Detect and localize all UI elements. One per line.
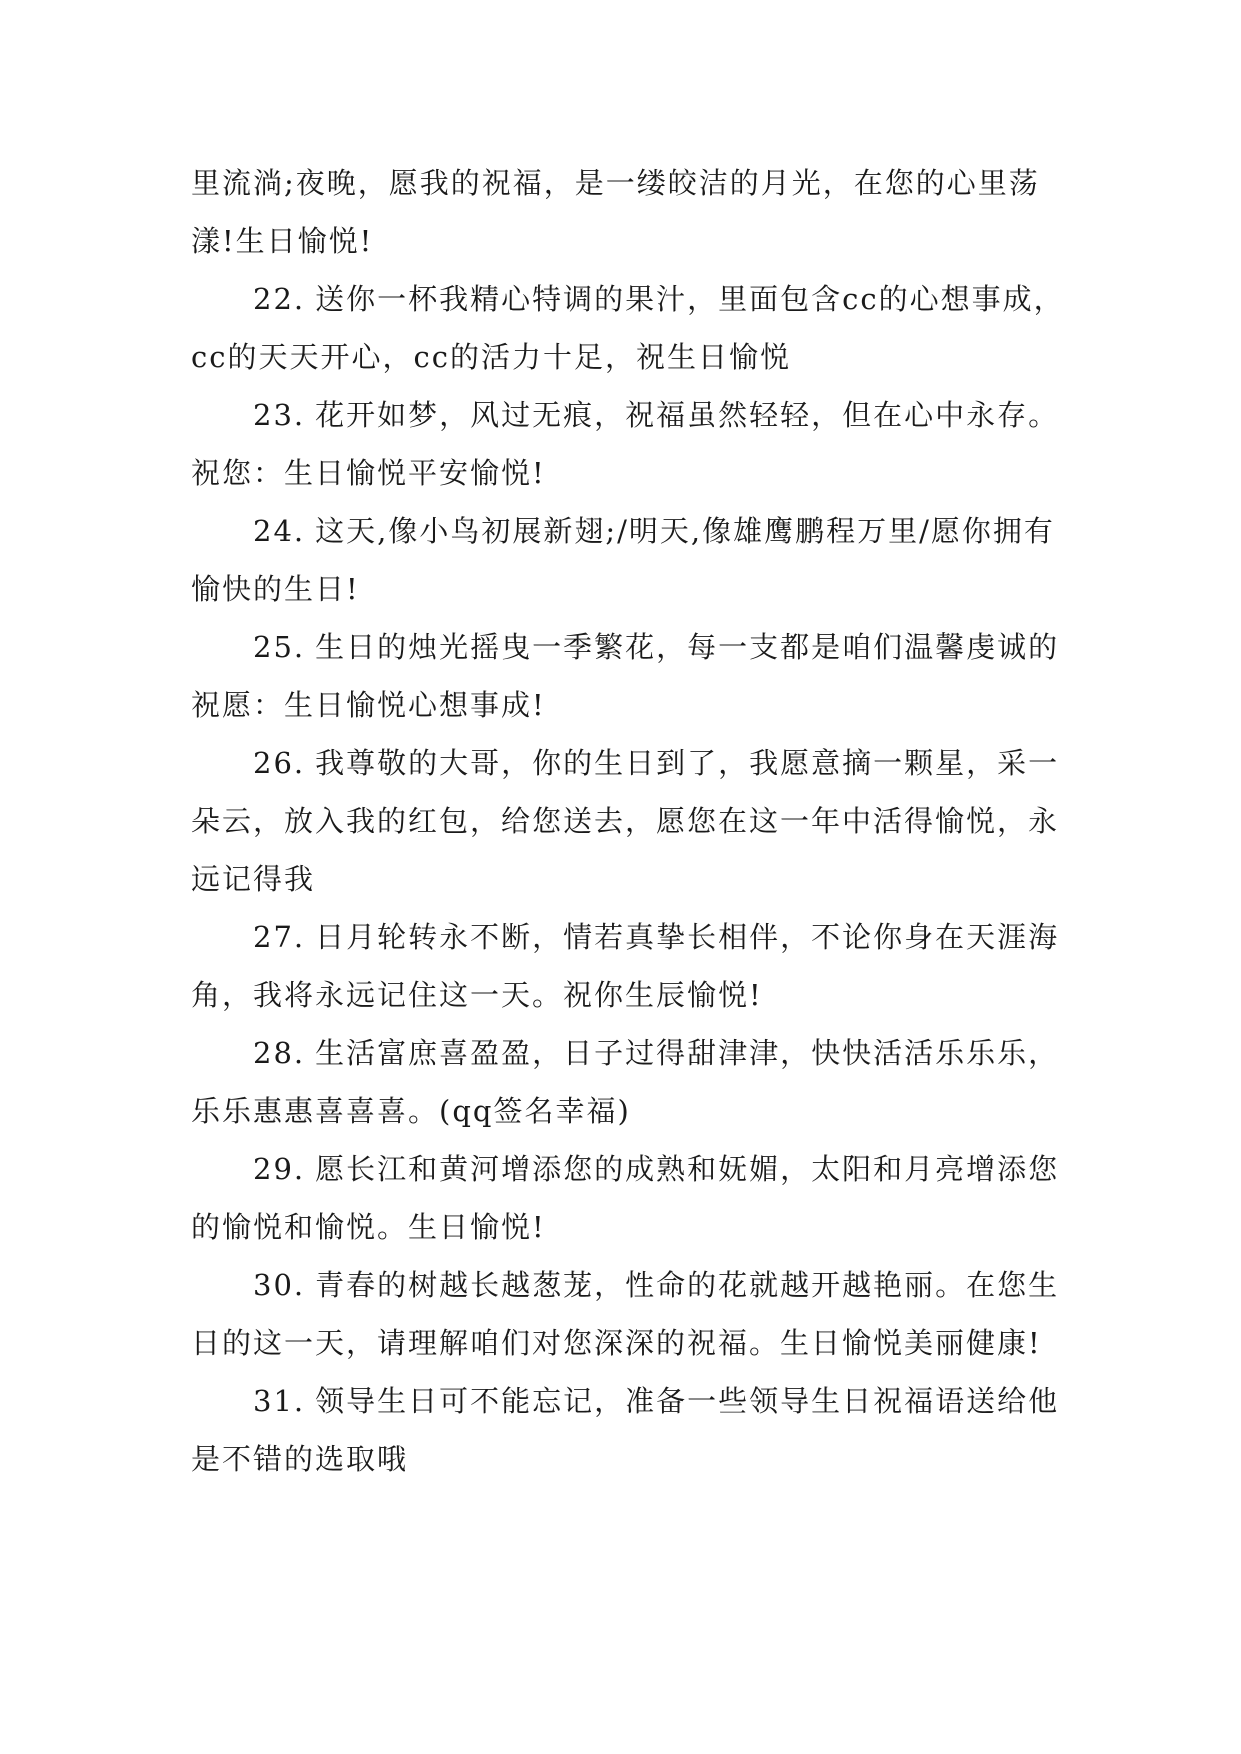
list-item <box>191 1140 1071 1256</box>
item-number: 31. <box>253 1384 306 1418</box>
item-number: 30. <box>253 1268 306 1302</box>
list-item <box>191 734 1071 908</box>
item-number: 26. <box>253 746 306 780</box>
item-number: 25. <box>253 630 306 664</box>
item-number: 24. <box>253 514 306 548</box>
list-item <box>191 270 1071 386</box>
item-number: 29. <box>253 1152 306 1186</box>
list-item <box>191 908 1071 1024</box>
item-text: 生日的烛光摇曳一季繁花，每一支都是咱们温馨虔诚的祝愿：生日愉悦心想事成! <box>191 630 1060 722</box>
list-item <box>191 1024 1071 1140</box>
list-item <box>191 386 1071 502</box>
list-item <box>191 1372 1071 1488</box>
item-text: 生活富庶喜盈盈，日子过得甜津津，快快活活乐乐乐，乐乐惠惠喜喜喜。(qq签名幸福) <box>191 1036 1060 1128</box>
item-text: 花开如梦，风过无痕，祝福虽然轻轻，但在心中永存。祝您：生日愉悦平安愉悦! <box>191 398 1060 490</box>
item-number: 27. <box>253 920 306 954</box>
item-number: 23. <box>253 398 306 432</box>
item-text: 这天,像小鸟初展新翅;/明天,像雄鹰鹏程万里/愿你拥有愉快的生日! <box>191 514 1055 606</box>
document-body <box>191 154 1071 1488</box>
item-text: 愿长江和黄河增添您的成熟和妩媚，太阳和月亮增添您的愉悦和愉悦。生日愉悦! <box>191 1152 1060 1244</box>
paragraph-text: 里流淌;夜晚，愿我的祝福，是一缕皎洁的月光，在您的心里荡漾!生日愉悦! <box>191 166 1040 258</box>
item-text: 我尊敬的大哥，你的生日到了，我愿意摘一颗星，采一朵云，放入我的红包，给您送去，愿您在这一年中活得愉悦，永远记得我 <box>191 746 1060 896</box>
item-number: 28. <box>253 1036 306 1070</box>
list-item <box>191 1256 1071 1372</box>
item-text: 日月轮转永不断，情若真挚长相伴，不论你身在天涯海角，我将永远记住这一天。祝你生辰愉悦! <box>191 920 1060 1012</box>
list-item <box>191 502 1071 618</box>
item-text: 送你一杯我精心特调的果汁，里面包含cc的心想事成，cc的天天开心，cc的活力十足，祝生日愉悦 <box>191 282 1065 374</box>
item-number: 22. <box>253 282 306 316</box>
list-item <box>191 618 1071 734</box>
paragraph-continuation <box>191 154 1071 270</box>
item-text: 青春的树越长越葱茏，性命的花就越开越艳丽。在您生日的这一天，请理解咱们对您深深的祝福。生日愉悦美丽健康! <box>191 1268 1060 1360</box>
item-text: 领导生日可不能忘记，准备一些领导生日祝福语送给他是不错的选取哦 <box>191 1384 1060 1476</box>
